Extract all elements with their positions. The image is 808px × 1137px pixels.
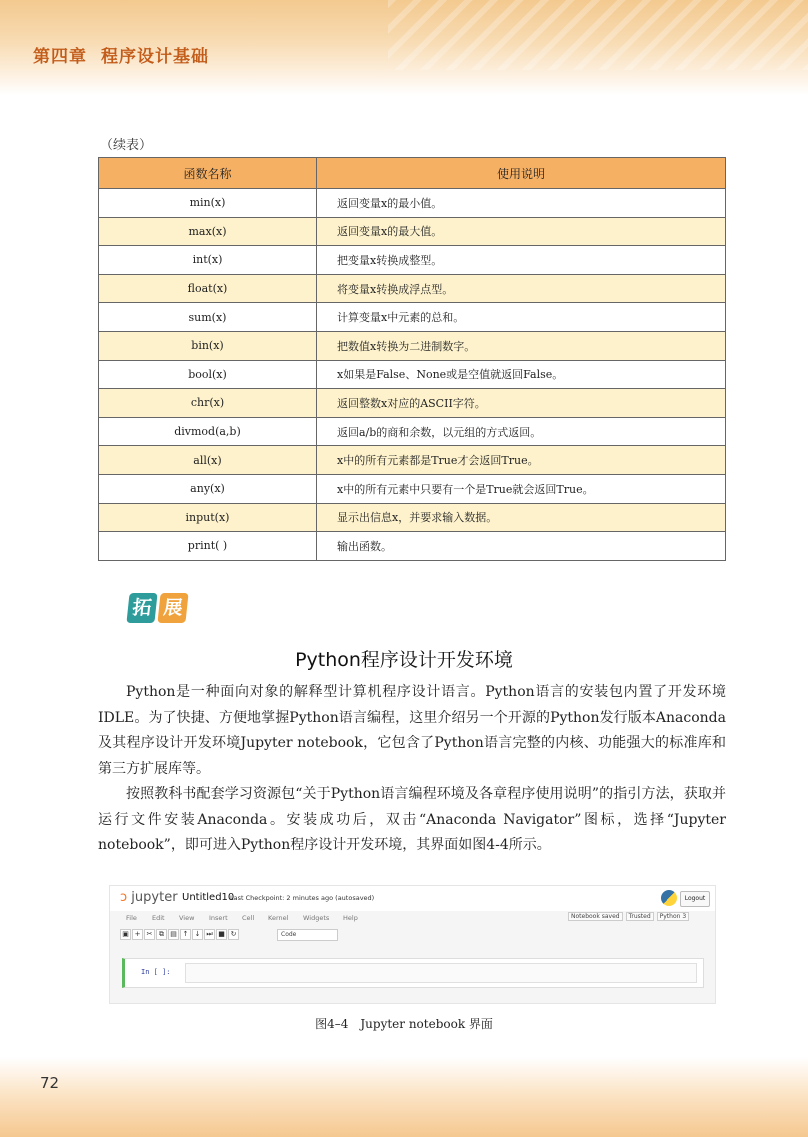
paragraph-2: 按照教科书配套学习资源包“关于Python语言编程环境及各章程序使用说明”的指引方法，获取并运行文件安装Anaconda。安装成功后，双击“Anaconda Navigator”图标，选择“Jupyter notebook”，即可进入Python程序设计开发环境，其界面如图4-4所示。: [98, 786, 726, 853]
table-row: [99, 246, 726, 275]
checkpoint-text: Last Checkpoint: 2 minutes ago (autosaved): [230, 894, 375, 902]
code-cell[interactable]: [122, 958, 704, 988]
function-desc-cell: x中的所有元素都是True才会返回True。: [317, 446, 726, 475]
kernel-indicator: Python 3: [657, 912, 690, 921]
table-row: [99, 274, 726, 303]
table-row: [99, 503, 726, 532]
table-row: [99, 389, 726, 418]
jupyter-header: [110, 886, 715, 911]
arrow-down-icon[interactable]: ↓: [192, 929, 203, 940]
table-row: [99, 189, 726, 218]
figure-caption: 图4–4 Jupyter notebook 界面: [315, 1017, 493, 1031]
table-row: [99, 532, 726, 561]
function-name-cell: bin(x): [99, 331, 317, 360]
menu-edit[interactable]: Edit: [152, 914, 165, 922]
section-title: Python程序设计开发环境: [295, 649, 513, 671]
column-header-desc: 使用说明: [317, 158, 726, 189]
function-name-cell: max(x): [99, 217, 317, 246]
function-desc-cell: 把变量x转换成整型。: [317, 246, 726, 275]
function-name-cell: divmod(a,b): [99, 417, 317, 446]
save-icon[interactable]: ▣: [120, 929, 131, 940]
function-desc-cell: 计算变量x中元素的总和。: [317, 303, 726, 332]
run-icon[interactable]: ⏭: [204, 929, 215, 940]
badge-char-2: 展: [157, 593, 188, 623]
chapter-header: [33, 42, 223, 67]
function-name-cell: min(x): [99, 189, 317, 218]
restart-icon[interactable]: ↻: [228, 929, 239, 940]
column-header-name: 函数名称: [99, 158, 317, 189]
trusted-indicator[interactable]: Trusted: [626, 912, 654, 921]
table-row: [99, 331, 726, 360]
table-row: [99, 360, 726, 389]
badge-char-1: 拓: [126, 593, 157, 623]
table-row: [99, 217, 726, 246]
table-row: [99, 417, 726, 446]
function-desc-cell: 返回整数x对应的ASCII字符。: [317, 389, 726, 418]
stop-icon[interactable]: ■: [216, 929, 227, 940]
logout-button[interactable]: Logout: [680, 891, 710, 907]
footer-band: [0, 1057, 808, 1137]
extension-badge: [128, 593, 192, 627]
cell-input[interactable]: [185, 963, 697, 983]
chapter-number: 第四章: [33, 47, 87, 67]
cell-type-select[interactable]: Code: [277, 929, 338, 941]
menu-insert[interactable]: Insert: [209, 914, 228, 922]
function-name-cell: bool(x): [99, 360, 317, 389]
toolbar: [120, 929, 240, 941]
notebook-saved-indicator: Notebook saved: [568, 912, 623, 921]
chapter-title: 程序设计基础: [101, 47, 209, 67]
function-desc-cell: x如果是False、None或是空值就返回False。: [317, 360, 726, 389]
copy-icon[interactable]: ⧉: [156, 929, 167, 940]
plus-icon[interactable]: +: [132, 929, 143, 940]
table-caption: （续表）: [100, 138, 153, 153]
table-row: [99, 446, 726, 475]
status-area: [568, 913, 692, 920]
table-row: [99, 474, 726, 503]
function-name-cell: sum(x): [99, 303, 317, 332]
function-name-cell: input(x): [99, 503, 317, 532]
function-desc-cell: x中的所有元素中只要有一个是True就会返回True。: [317, 474, 726, 503]
menu-view[interactable]: View: [179, 914, 195, 922]
jupyter-logo: ↄ jupyter: [120, 890, 178, 905]
function-desc-cell: 输出函数。: [317, 532, 726, 561]
function-name-cell: any(x): [99, 474, 317, 503]
table-row: [99, 303, 726, 332]
notebook-title[interactable]: Untitled10: [182, 892, 235, 903]
menu-kernel[interactable]: Kernel: [268, 914, 289, 922]
function-desc-cell: 把数值x转换为二进制数字。: [317, 331, 726, 360]
menu-help[interactable]: Help: [343, 914, 358, 922]
cell-prompt: In [ ]:: [141, 968, 171, 976]
arrow-up-icon[interactable]: ↑: [180, 929, 191, 940]
function-name-cell: int(x): [99, 246, 317, 275]
table-header-row: [99, 158, 726, 189]
python-logo-icon: [661, 890, 677, 906]
function-desc-cell: 返回变量x的最大值。: [317, 217, 726, 246]
menu-widgets[interactable]: Widgets: [303, 914, 330, 922]
function-name-cell: chr(x): [99, 389, 317, 418]
function-desc-cell: 返回变量x的最小值。: [317, 189, 726, 218]
cut-icon[interactable]: ✂: [144, 929, 155, 940]
function-desc-cell: 显示出信息x，并要求输入数据。: [317, 503, 726, 532]
paste-icon[interactable]: ▤: [168, 929, 179, 940]
function-desc-cell: 返回a/b的商和余数，以元组的方式返回。: [317, 417, 726, 446]
paragraph-1: Python是一种面向对象的解释型计算机程序设计语言。Python语言的安装包内置了开发环境IDLE。为了快捷、方便地掌握Python语言编程，这里介绍另一个开源的Python发行版本Anaconda及其程序设计开发环境Jupyter notebook，它包含了Python语言完整的内核、功能强大的标准库和第三方扩展库等。: [98, 684, 726, 777]
function-desc-cell: 将变量x转换成浮点型。: [317, 274, 726, 303]
function-name-cell: float(x): [99, 274, 317, 303]
page-number: 72: [40, 1074, 60, 1092]
menu-cell[interactable]: Cell: [242, 914, 255, 922]
jupyter-screenshot: [109, 885, 716, 1004]
function-name-cell: all(x): [99, 446, 317, 475]
function-name-cell: print( ): [99, 532, 317, 561]
function-table: [98, 157, 726, 561]
body-text: [98, 680, 726, 859]
menu-file[interactable]: File: [126, 914, 137, 922]
